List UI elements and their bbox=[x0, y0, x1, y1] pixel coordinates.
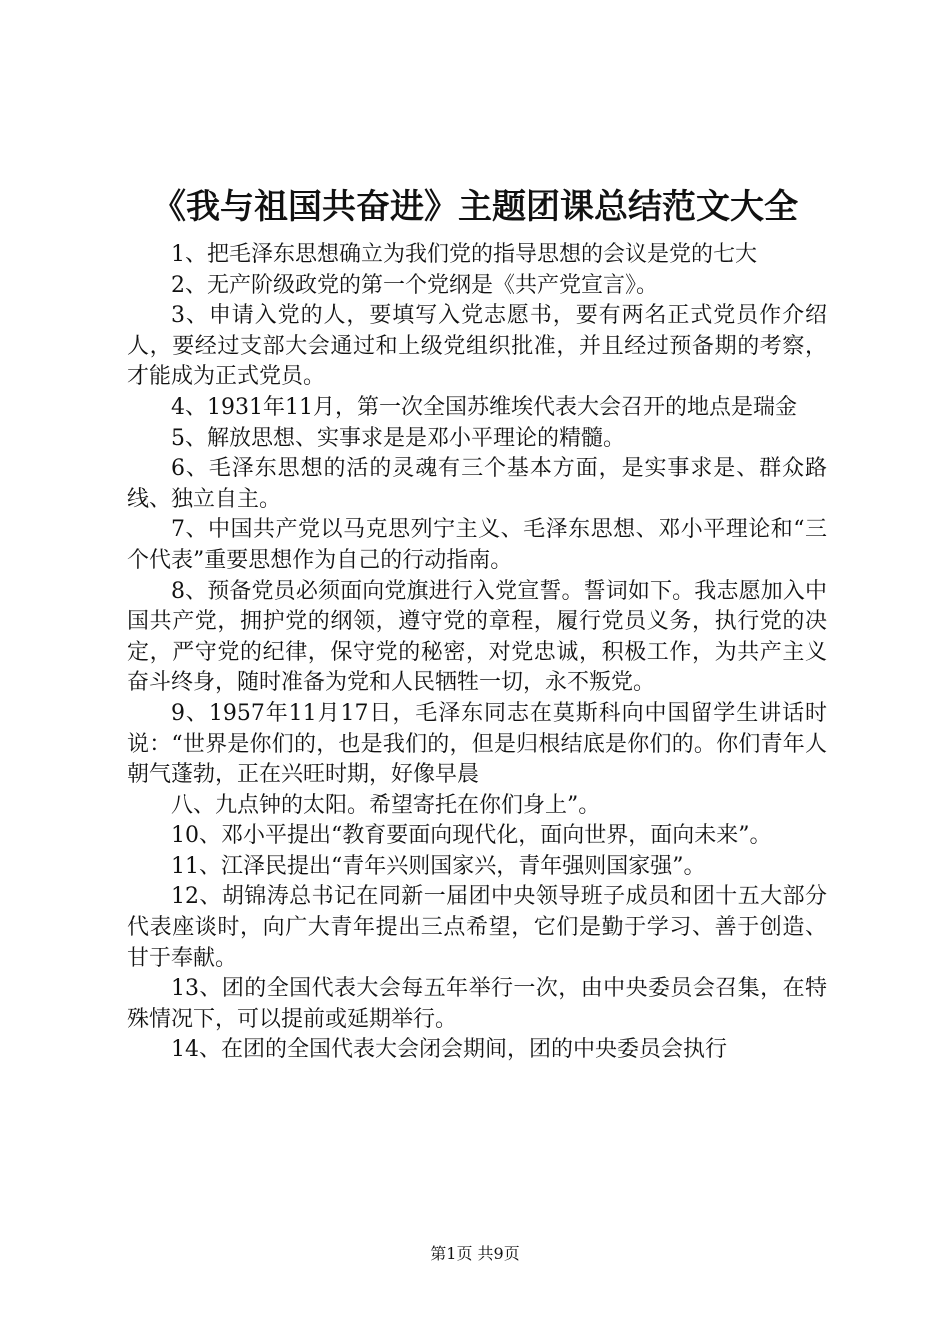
paragraph: 11、江泽民提出“青年兴则国家兴，青年强则国家强”。 bbox=[171, 853, 706, 879]
paragraph: 13、团的全国代表大会每五年举行一次，由中央委员会召集，在特殊情况下，可以提前或延期举行。 bbox=[127, 976, 827, 1032]
paragraph: 4、1931年11月，第一次全国苏维埃代表大会召开的地点是瑞金 bbox=[171, 394, 797, 420]
document-body bbox=[127, 240, 827, 1066]
paragraph: 8、预备党员必须面向党旗进行入党宣誓。誓词如下。我志愿加入中国共产党，拥护党的纲领，遵守党的章程，履行党员义务，执行党的决定，严守党的纪律，保守党的秘密，对党忠诚，积极工作，为共产主义奋斗终身，随时准备为党和人民牺牲一切，永不叛党。 bbox=[127, 578, 827, 696]
paragraph: 3、申请入党的人，要填写入党志愿书，要有两名正式党员作介绍人，要经过支部大会通过和上级党组织批准，并且经过预备期的考察，才能成为正式党员。 bbox=[127, 303, 827, 390]
paragraph: 7、中国共产党以马克思列宁主义、毛泽东思想、邓小平理论和“三个代表”重要思想作为自己的行动指南。 bbox=[127, 517, 827, 573]
page-number: 第1页 共9页 bbox=[430, 1244, 520, 1263]
paragraph: 八、九点钟的太阳。希望寄托在你们身上”。 bbox=[171, 792, 601, 818]
paragraph: 14、在团的全国代表大会闭会期间，团的中央委员会执行 bbox=[171, 1037, 727, 1063]
paragraph: 1、把毛泽东思想确立为我们党的指导思想的会议是党的七大 bbox=[171, 242, 757, 267]
paragraph: 5、解放思想、实事求是是邓小平理论的精髓。 bbox=[171, 425, 625, 451]
paragraph: 10、邓小平提出“教育要面向现代化，面向世界，面向未来”。 bbox=[171, 823, 772, 849]
paragraph: 9、1957年11月17日，毛泽东同志在莫斯科向中国留学生讲话时说：“世界是你们的，也是我们的，但是归根结底是你们的。你们青年人朝气蓬勃，正在兴旺时期，好像早晨 bbox=[127, 700, 827, 788]
document-title: 《我与祖国共奋进》主题团课总结范文大全 bbox=[152, 187, 798, 227]
paragraph: 6、毛泽东思想的活的灵魂有三个基本方面，是实事求是、群众路线、独立自主。 bbox=[127, 456, 827, 512]
paragraph: 2、无产阶级政党的第一个党纲是《共产党宣言》。 bbox=[171, 272, 658, 298]
paragraph: 12、胡锦涛总书记在同新一届团中央领导班子成员和团十五大部分代表座谈时，向广大青年提出三点希望，它们是勤于学习、善于创造、甘于奉献。 bbox=[127, 884, 827, 971]
